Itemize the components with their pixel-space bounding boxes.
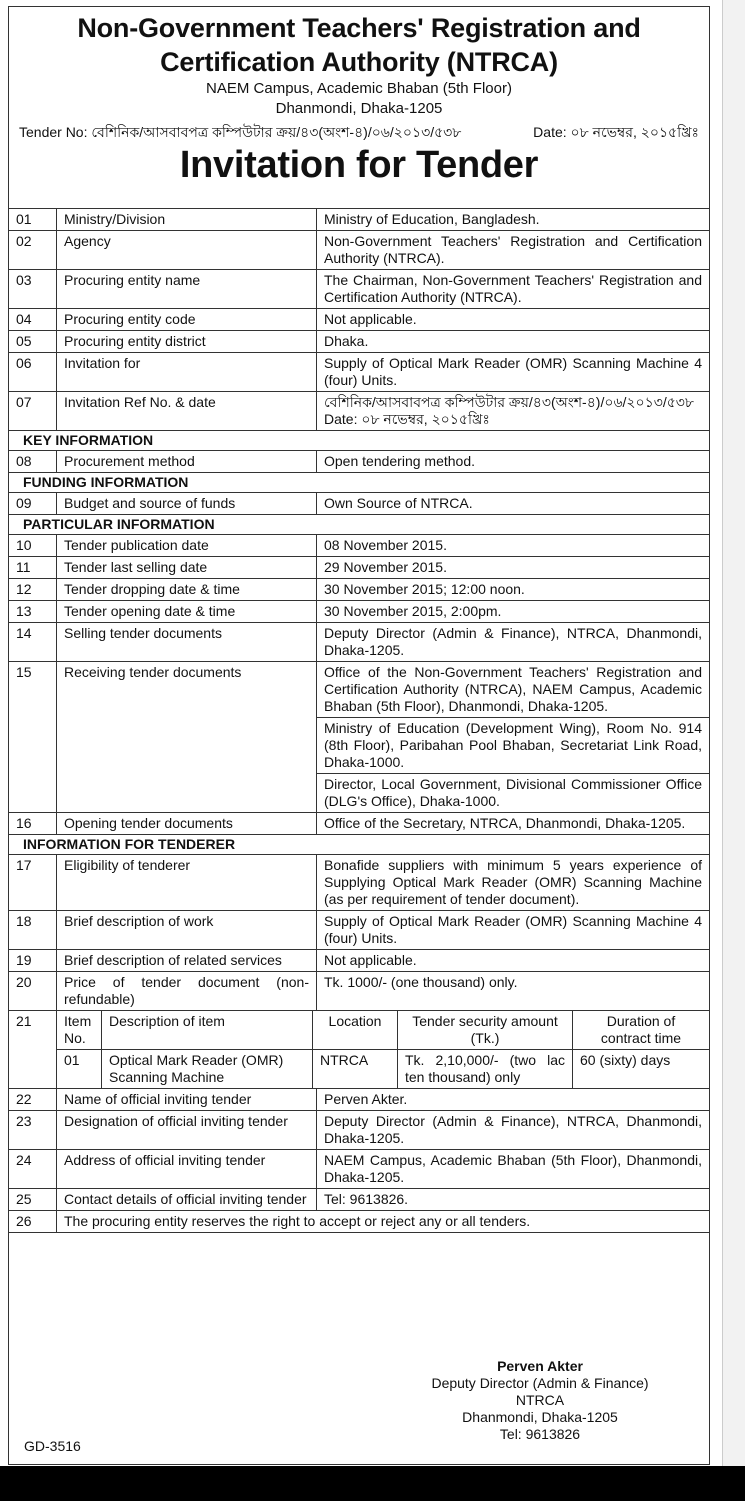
header-location: Location bbox=[313, 1011, 398, 1050]
row-number: 25 bbox=[9, 1189, 57, 1211]
row-value: Deputy Director (Admin & Finance), NTRCA, Dhanmondi, Dhaka-1205. bbox=[317, 1111, 710, 1150]
row-number: 17 bbox=[9, 855, 57, 911]
row-label: Ministry/Division bbox=[57, 209, 317, 231]
table-row bbox=[9, 950, 710, 972]
item-table bbox=[57, 1011, 709, 1088]
row-value: Perven Akter. bbox=[317, 1089, 710, 1111]
row-value: Ministry of Education (Development Wing), Room No. 914 (8th Floor), Paribahan Pool Bhaban, Secretariat Link Road, Dhaka-1000. bbox=[317, 718, 710, 774]
row-number: 20 bbox=[9, 972, 57, 1011]
table-row bbox=[9, 1211, 710, 1233]
row-number: 15 bbox=[9, 662, 57, 813]
row-value: Own Source of NTRCA. bbox=[317, 493, 710, 515]
row-value: 30 November 2015, 2:00pm. bbox=[317, 601, 710, 623]
row-label: Budget and source of funds bbox=[57, 493, 317, 515]
table-row bbox=[9, 855, 710, 911]
row-number: 21 bbox=[9, 1011, 57, 1089]
table-row bbox=[9, 813, 710, 835]
row-value: Not applicable. bbox=[317, 950, 710, 972]
row-value: Office of the Secretary, NTRCA, Dhanmondi, Dhaka-1205. bbox=[317, 813, 710, 835]
item-table-cell bbox=[57, 1011, 710, 1089]
row-number: 05 bbox=[9, 331, 57, 353]
row-value: 08 November 2015. bbox=[317, 535, 710, 557]
signatory-place: Dhanmondi, Dhaka-1205 bbox=[462, 1409, 618, 1425]
table-row bbox=[9, 557, 710, 579]
table-row bbox=[9, 911, 710, 950]
row-value: Tk. 1000/- (one thousand) only. bbox=[317, 972, 710, 1011]
item-description: Optical Mark Reader (OMR) Scanning Machine bbox=[102, 1050, 313, 1089]
signatory-tel: Tel: 9613826 bbox=[499, 1426, 581, 1442]
table-row bbox=[9, 535, 710, 557]
row-label: Opening tender documents bbox=[57, 813, 317, 835]
row-value: Deputy Director (Admin & Finance), NTRCA, Dhanmondi, Dhaka-1205. bbox=[317, 623, 710, 662]
page-title: Invitation for Tender bbox=[179, 144, 539, 186]
item-location: NTRCA bbox=[313, 1050, 398, 1089]
row-number: 03 bbox=[9, 270, 57, 309]
section-heading bbox=[9, 835, 710, 855]
row-number: 07 bbox=[9, 392, 57, 431]
section-title: PARTICULAR INFORMATION bbox=[9, 515, 710, 535]
row-label: Procuring entity code bbox=[57, 309, 317, 331]
row-value: Not applicable. bbox=[317, 309, 710, 331]
row-value: NAEM Campus, Academic Bhaban (5th Floor), Dhanmondi, Dhaka-1205. bbox=[317, 1150, 710, 1189]
footer-code: GD-3516 bbox=[24, 1438, 81, 1454]
row-label: Contact details of official inviting tender bbox=[57, 1189, 317, 1211]
row-label: Name of official inviting tender bbox=[57, 1089, 317, 1111]
row-note: The procuring entity reserves the right to accept or reject any or all tenders. bbox=[57, 1211, 710, 1233]
row-label: Brief description of work bbox=[57, 911, 317, 950]
ref-date: Date: ০৮ নভেম্বর, ২০১৫খ্রিঃ bbox=[324, 411, 490, 427]
row-label: Eligibility of tenderer bbox=[57, 855, 317, 911]
row-number: 04 bbox=[9, 309, 57, 331]
item-row bbox=[57, 1050, 709, 1089]
signatory-name: Perven Akter bbox=[497, 1358, 583, 1374]
page-edge bbox=[722, 0, 745, 1466]
item-header-row bbox=[57, 1011, 709, 1050]
row-label: Price of tender document (non-refundable) bbox=[57, 972, 317, 1011]
row-number: 13 bbox=[9, 601, 57, 623]
row-number: 14 bbox=[9, 623, 57, 662]
table-row bbox=[9, 1111, 710, 1150]
row-label: Tender dropping date & time bbox=[57, 579, 317, 601]
header-security: Tender security amount (Tk.) bbox=[398, 1011, 573, 1050]
row-number: 26 bbox=[9, 1211, 57, 1233]
row-value: The Chairman, Non-Government Teachers' Registration and Certification Authority (NTRCA). bbox=[317, 270, 710, 309]
row-number: 22 bbox=[9, 1089, 57, 1111]
row-value: Director, Local Government, Divisional Commissioner Office (DLG's Office), Dhaka-1000. bbox=[317, 774, 710, 813]
table-row bbox=[9, 331, 710, 353]
row-label: Receiving tender documents bbox=[57, 662, 317, 813]
item-security: Tk. 2,10,000/- (two lac ten thousand) only bbox=[398, 1050, 573, 1089]
row-number: 02 bbox=[9, 231, 57, 270]
row-label: Selling tender documents bbox=[57, 623, 317, 662]
tender-table bbox=[8, 208, 710, 1233]
tender-number: Tender No: বেশিনিক/আসবাবপত্র কম্পিউটার ক্রয়/৪৩(অংশ-৪)/০৬/২০১৩/৫৩৮ bbox=[19, 124, 462, 140]
section-title: FUNDING INFORMATION bbox=[9, 473, 710, 493]
row-value: Ministry of Education, Bangladesh. bbox=[317, 209, 710, 231]
row-number: 01 bbox=[9, 209, 57, 231]
signatory-designation: Deputy Director (Admin & Finance) bbox=[431, 1375, 649, 1391]
table-row bbox=[9, 209, 710, 231]
row-value: Tel: 9613826. bbox=[317, 1189, 710, 1211]
row-label: Brief description of related services bbox=[57, 950, 317, 972]
row-number: 16 bbox=[9, 813, 57, 835]
item-number: 01 bbox=[57, 1050, 102, 1089]
row-label: Tender opening date & time bbox=[57, 601, 317, 623]
address-line2: Dhanmondi, Dhaka-1205 bbox=[275, 100, 443, 117]
table-row bbox=[9, 451, 710, 473]
table-row bbox=[9, 1150, 710, 1189]
table-row bbox=[9, 1189, 710, 1211]
row-number: 19 bbox=[9, 950, 57, 972]
row-number: 23 bbox=[9, 1111, 57, 1150]
table-row bbox=[9, 309, 710, 331]
row-label: Agency bbox=[57, 231, 317, 270]
row-label: Invitation for bbox=[57, 353, 317, 392]
org-title-line1: Non-Government Teachers' Registration and bbox=[77, 13, 641, 43]
section-heading bbox=[9, 431, 710, 451]
table-row bbox=[9, 1011, 710, 1089]
row-value: Supply of Optical Mark Reader (OMR) Scanning Machine 4 (four) Units. bbox=[317, 353, 710, 392]
row-value: 29 November 2015. bbox=[317, 557, 710, 579]
row-value: Dhaka. bbox=[317, 331, 710, 353]
row-label: Tender publication date bbox=[57, 535, 317, 557]
item-duration: 60 (sixty) days bbox=[573, 1050, 710, 1089]
table-row bbox=[9, 972, 710, 1011]
row-value bbox=[317, 392, 710, 431]
table-row bbox=[9, 270, 710, 309]
section-heading bbox=[9, 515, 710, 535]
signature-block bbox=[420, 1358, 660, 1443]
row-label: Procurement method bbox=[57, 451, 317, 473]
table-row bbox=[9, 623, 710, 662]
table-row bbox=[9, 662, 710, 718]
bottom-bar bbox=[0, 1466, 745, 1501]
tender-number-line bbox=[17, 121, 701, 141]
row-label: Address of official inviting tender bbox=[57, 1150, 317, 1189]
row-value: Supply of Optical Mark Reader (OMR) Scanning Machine 4 (four) Units. bbox=[317, 911, 710, 950]
section-title: INFORMATION FOR TENDERER bbox=[9, 835, 710, 855]
row-number: 12 bbox=[9, 579, 57, 601]
table-row bbox=[9, 601, 710, 623]
row-value: 30 November 2015; 12:00 noon. bbox=[317, 579, 710, 601]
row-label: Procuring entity name bbox=[57, 270, 317, 309]
table-row bbox=[9, 579, 710, 601]
address-line1: NAEM Campus, Academic Bhaban (5th Floor) bbox=[206, 80, 512, 97]
header-duration: Duration of contract time bbox=[573, 1011, 710, 1050]
row-label: Invitation Ref No. & date bbox=[57, 392, 317, 431]
table-row bbox=[9, 353, 710, 392]
row-number: 08 bbox=[9, 451, 57, 473]
row-value: Open tendering method. bbox=[317, 451, 710, 473]
ref-number: বেশিনিক/আসবাবপত্র কম্পিউটার ক্রয়/৪৩(অংশ-৪)/০৬/২০১৩/৫৩৮ bbox=[324, 394, 694, 410]
table-row bbox=[9, 1089, 710, 1111]
row-value: Non-Government Teachers' Registration and Certification Authority (NTRCA). bbox=[317, 231, 710, 270]
row-value: Bonafide suppliers with minimum 5 years experience of Supplying Optical Mark Reader (OMR) Scanning Machine (as per requirement of tender document). bbox=[317, 855, 710, 911]
row-label: Tender last selling date bbox=[57, 557, 317, 579]
table-row bbox=[9, 231, 710, 270]
row-number: 24 bbox=[9, 1150, 57, 1189]
header-description: Description of item bbox=[102, 1011, 313, 1050]
row-number: 06 bbox=[9, 353, 57, 392]
header-item-no: Item No. bbox=[57, 1011, 102, 1050]
row-label: Designation of official inviting tender bbox=[57, 1111, 317, 1150]
table-row bbox=[9, 493, 710, 515]
org-title-line2: Certification Authority (NTRCA) bbox=[160, 47, 558, 77]
signatory-org: NTRCA bbox=[515, 1392, 565, 1408]
tender-date: Date: ০৮ নভেম্বর, ২০১৫খ্রিঃ bbox=[533, 124, 699, 140]
row-value: Office of the Non-Government Teachers' Registration and Certification Authority (NTRCA), NAEM Campus, Academic Bhaban (5th Floor), Dhanmondi, Dhaka-1205. bbox=[317, 662, 710, 718]
row-label: Procuring entity district bbox=[57, 331, 317, 353]
section-title: KEY INFORMATION bbox=[9, 431, 710, 451]
table-row bbox=[9, 392, 710, 431]
row-number: 11 bbox=[9, 557, 57, 579]
row-number: 10 bbox=[9, 535, 57, 557]
section-heading bbox=[9, 473, 710, 493]
row-number: 18 bbox=[9, 911, 57, 950]
row-number: 09 bbox=[9, 493, 57, 515]
